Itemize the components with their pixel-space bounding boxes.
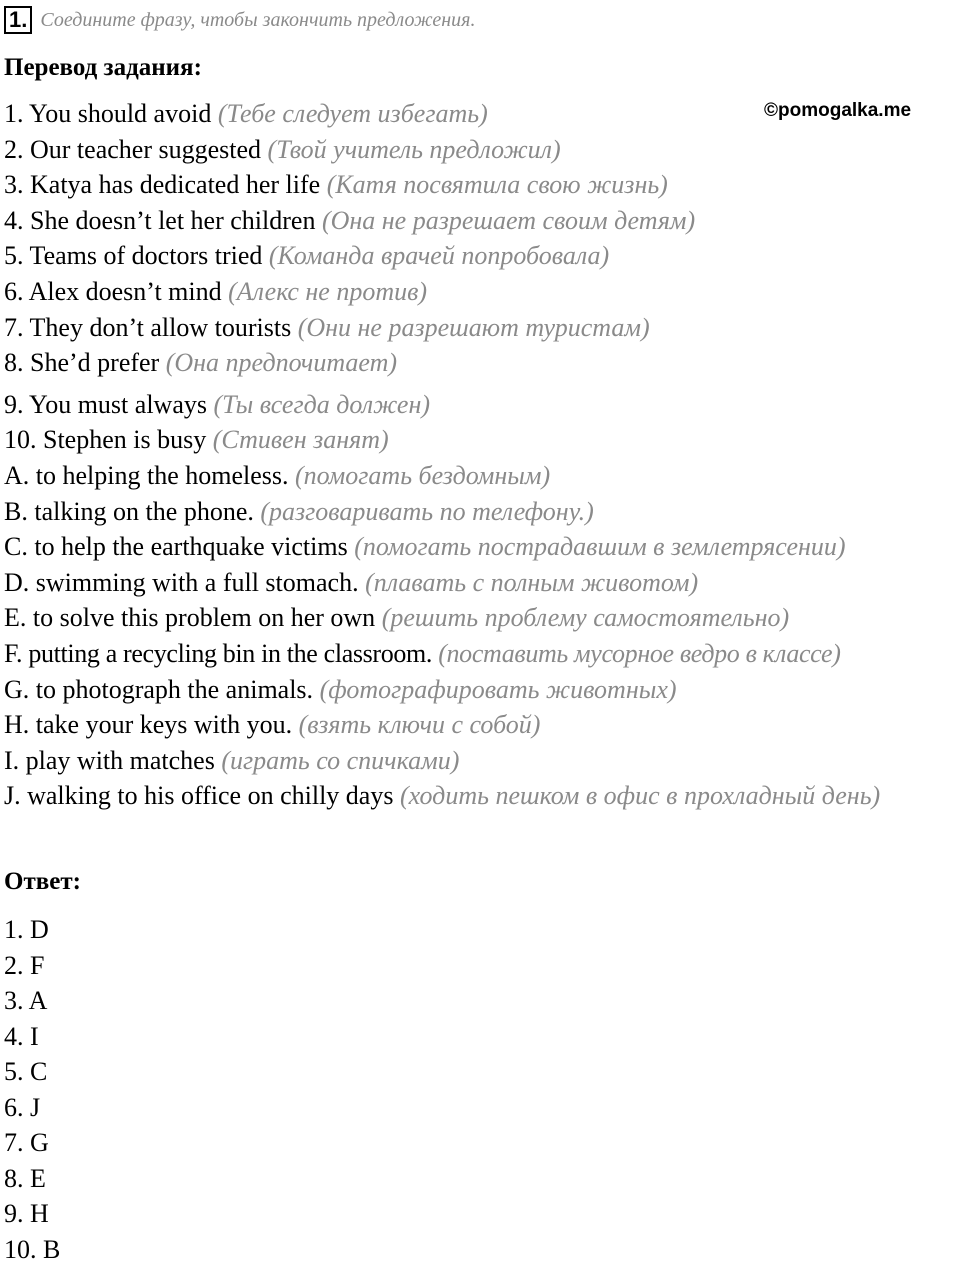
phrase-ru: (играть со спичками) (221, 746, 459, 775)
task-instruction: Соедините фразу, чтобы закончить предложения. (40, 9, 475, 32)
phrase-en: F. putting a recycling bin in the classroom. (4, 639, 432, 668)
phrase-line (4, 203, 960, 239)
answer-item: 10. B (4, 1232, 60, 1267)
phrase-ru: (Тебе следует избегать) (218, 99, 488, 128)
phrase-line (4, 565, 960, 601)
phrase-en: 2. Our teacher suggested (4, 135, 261, 164)
phrase-ru: (взять ключи с собой) (299, 710, 541, 739)
phrase-ru: (помогать бездомным) (295, 461, 550, 490)
phrase-line (4, 529, 960, 565)
phrase-en: 1. You should avoid (4, 99, 211, 128)
phrase-en: E. to solve this problem on her own (4, 603, 375, 632)
answer-item: 1. D (4, 912, 60, 948)
phrase-ru: (Они не разрешают туристам) (298, 313, 650, 342)
answer-item: 9. H (4, 1196, 60, 1232)
phrase-line (4, 494, 960, 530)
phrase-en: 9. You must always (4, 390, 207, 419)
answer-item: 6. J (4, 1090, 60, 1126)
phrase-line (4, 422, 960, 458)
phrase-en: D. swimming with a full stomach. (4, 568, 359, 597)
phrase-ru: (разговаривать по телефону.) (260, 497, 593, 526)
phrase-en: A. to helping the homeless. (4, 461, 289, 490)
phrase-en: 4. She doesn’t let her children (4, 206, 315, 235)
phrase-en: B. talking on the phone. (4, 497, 254, 526)
phrase-line (4, 458, 960, 494)
answer-item: 2. F (4, 948, 60, 984)
phrase-line (4, 274, 960, 310)
phrase-en: 5. Teams of doctors tried (4, 241, 262, 270)
phrase-line (4, 310, 960, 346)
phrase-en: 8. She’d prefer (4, 348, 159, 377)
phrase-en: C. to help the earthquake victims (4, 532, 348, 561)
phrase-ru: (решить проблему самостоятельно) (382, 603, 789, 632)
answer-item: 4. I (4, 1019, 60, 1055)
phrase-line (4, 672, 960, 708)
phrase-line (4, 167, 960, 203)
answer-item: 5. C (4, 1054, 60, 1090)
phrase-en: H. take your keys with you. (4, 710, 292, 739)
phrase-line (4, 387, 960, 423)
phrase-ru: (плавать с полным животом) (365, 568, 698, 597)
phrase-ru: (Она предпочитает) (166, 348, 397, 377)
phrase-line (4, 707, 960, 743)
phrase-ru: (фотографировать животных) (320, 675, 677, 704)
phrase-ru: (Ты всегда должен) (213, 390, 430, 419)
phrase-ru: (Команда врачей попробовала) (269, 241, 609, 270)
phrase-ru: (поставить мусорное ведро в классе) (438, 639, 840, 668)
answer-item: 7. G (4, 1125, 60, 1161)
phrase-line (4, 238, 960, 274)
translation-title: Перевод задания: (4, 54, 202, 82)
phrase-list (4, 96, 960, 814)
phrase-en: 10. Stephen is busy (4, 425, 206, 454)
phrase-ru: (Она не разрешает своим детям) (322, 206, 695, 235)
phrase-ru: (Стивен занят) (213, 425, 389, 454)
phrase-line (4, 743, 960, 779)
phrase-ru: (ходить пешком в офис в прохладный день) (400, 781, 880, 810)
phrase-ru: (Катя посвятила свою жизнь) (327, 170, 668, 199)
phrase-en: G. to photograph the animals. (4, 675, 313, 704)
watermark: ©pomogalka.me (764, 100, 911, 122)
phrase-line (4, 600, 960, 636)
phrase-ru: (Алекс не против) (228, 277, 427, 306)
phrase-line (4, 96, 960, 132)
phrase-line (4, 345, 960, 381)
phrase-en: 6. Alex doesn’t mind (4, 277, 222, 306)
phrase-ru: (Твой учитель предложил) (268, 135, 561, 164)
task-header (4, 4, 475, 36)
phrase-line (4, 132, 960, 168)
phrase-en: I. play with matches (4, 746, 215, 775)
task-number: 1. (4, 6, 32, 34)
answer-item: 8. E (4, 1161, 60, 1197)
phrase-line (4, 778, 924, 814)
answer-title: Ответ: (4, 868, 81, 896)
answer-list (4, 912, 60, 1267)
phrase-line (4, 636, 960, 672)
phrase-ru: (помогать пострадавшим в землетрясении) (354, 532, 845, 561)
phrase-en: J. walking to his office on chilly days (4, 781, 393, 810)
phrase-en: 7. They don’t allow tourists (4, 313, 291, 342)
answer-item: 3. A (4, 983, 60, 1019)
phrase-en: 3. Katya has dedicated her life (4, 170, 320, 199)
